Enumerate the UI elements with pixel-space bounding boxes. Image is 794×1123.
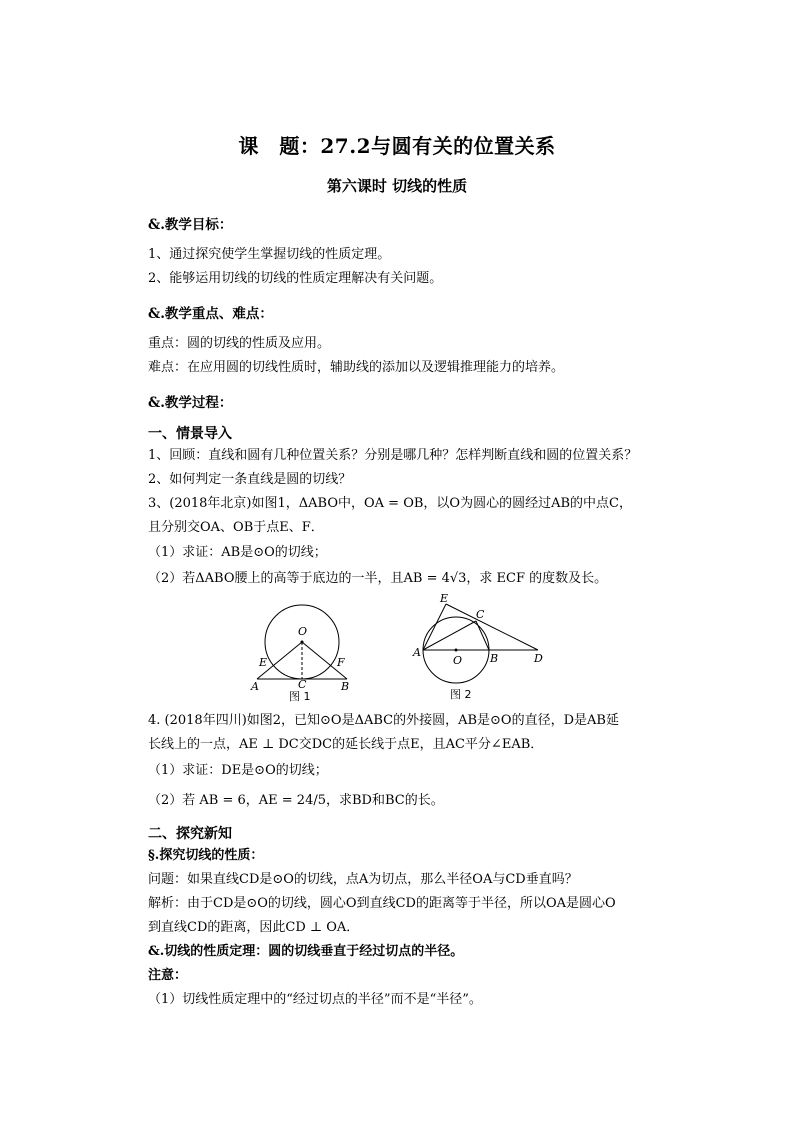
intro-q2: （2）若ΔABO腰上的高等于底边的一半，且AB = 4√3，求 ECF 的度数及长。: [148, 571, 608, 586]
tangent-theorem: &.切线的性质定理：圆的切线垂直于经过切点的半径。: [148, 944, 464, 959]
goals-heading: &.教学目标：: [148, 217, 233, 233]
explore-heading: §.探究切线的性质：: [148, 848, 264, 863]
fig2-caption: 图 2: [450, 688, 472, 701]
fig1-label-e: E: [259, 656, 268, 669]
process-heading: &.教学过程：: [148, 395, 233, 411]
intro-item-2: 2、如何判定一条直线是圆的切线？: [148, 472, 352, 487]
fig1-label-a: A: [251, 680, 259, 693]
intro-item-3-cont: 且分别交OA、OB于点E、F．: [148, 520, 324, 535]
keypoint-focus: 重点：圆的切线的性质及应用。: [148, 336, 331, 351]
note-heading: 注意：: [148, 968, 188, 983]
keypoint-difficulty: 难点：在应用圆的切线性质时，辅助线的添加以及逻辑推理能力的培养。: [148, 360, 565, 375]
section-heading-2: 二、探究新知: [148, 826, 232, 842]
note-item-1: （1）切线性质定理中的“经过切点的半径”而不是“半径”。: [148, 992, 482, 1007]
figure-1: [245, 602, 365, 702]
explore-analysis-cont: 到直线CD的距离，因此CD ⊥ OA．: [148, 920, 360, 935]
fig1-label-o: O: [298, 625, 308, 638]
explore-analysis: 解析：由于CD是⊙O的切线，圆心O到直线CD的距离等于半径，所以OA是圆心O: [148, 896, 616, 911]
q4-line-2: 长线上的一点，AE ⊥ DC交DC的延长线于点E，且AC平分∠EAB．: [148, 737, 544, 752]
intro-item-1: 1、回顾：直线和圆有几种位置关系？分别是哪几种？怎样判断直线和圆的位置关系？: [148, 448, 638, 463]
fig1-label-c: C: [298, 678, 307, 691]
page-title: 课 题：27.2与圆有关的位置关系: [238, 134, 556, 158]
fig2-label-e: E: [440, 592, 449, 605]
intro-q1: （1）求证：AB是⊙O的切线；: [148, 545, 327, 560]
keypoints-heading: &.教学重点、难点：: [148, 306, 273, 322]
fig2-label-b: B: [490, 652, 499, 665]
fig1-label-f: F: [337, 656, 345, 669]
section-heading-1: 一、情景导入: [148, 426, 232, 442]
intro-item-3: 3、(2018年北京)如图1，ΔABO中，OA = OB，以O为圆心的圆经过AB的中点C，: [148, 496, 632, 511]
figure-2: [408, 590, 553, 702]
fig1-caption: 图 1: [289, 690, 311, 702]
fig1-label-b: B: [341, 680, 350, 693]
q4-q1: （1）求证：DE是⊙O的切线；: [148, 763, 328, 778]
q4-q2: （2）若 AB = 6，AE = 24/5，求BD和BC的长。: [148, 793, 444, 808]
page-subtitle: 第六课时 切线的性质: [326, 177, 468, 195]
goal-item-2: 2、能够运用切线的切线的性质定理解决有关问题。: [148, 271, 443, 286]
fig2-label-a: A: [413, 646, 421, 659]
explore-question: 问题：如果直线CD是⊙O的切线，点A为切点，那么半径OA与CD垂直吗？: [148, 872, 578, 887]
fig2-label-c: C: [476, 608, 485, 621]
fig2-label-o: O: [453, 654, 463, 667]
fig2-label-d: D: [534, 652, 543, 665]
goal-item-1: 1、通过探究使学生掌握切线的性质定理。: [148, 247, 391, 262]
q4-line-1: 4. (2018年四川)如图2，已知⊙O是ΔABC的外接圆，AB是⊙O的直径，D是AB延: [148, 713, 619, 728]
